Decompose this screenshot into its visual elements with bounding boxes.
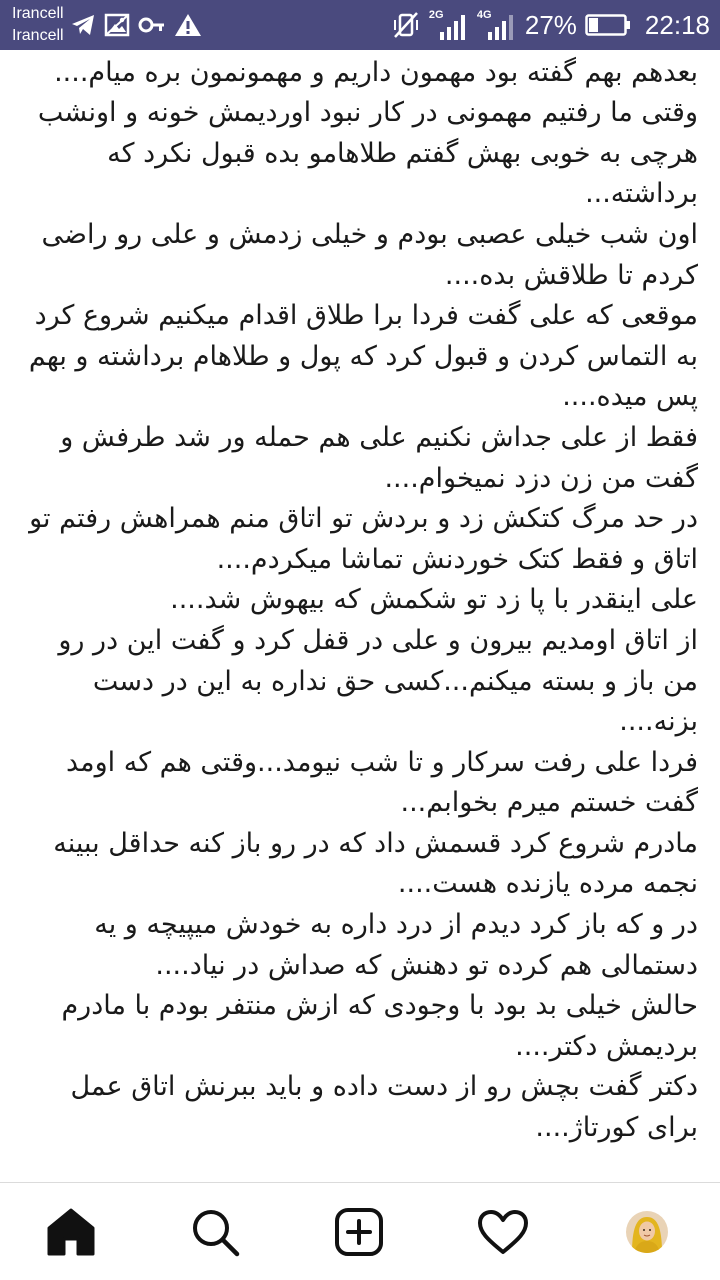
key-icon bbox=[138, 13, 166, 37]
battery-icon bbox=[585, 13, 631, 37]
caption-paragraph: مادرم شروع کرد قسمش داد که در رو باز کنه حداقل ببینه نجمه مرده یازنده هست.... bbox=[44, 827, 698, 900]
carrier-2-label: Irancell bbox=[12, 27, 64, 44]
caption-paragraph: دکتر گفت بچش رو از دست داده و باید ببرنش اتاق عمل برای کورتاژ.... bbox=[61, 1071, 698, 1144]
caption-paragraph: در حد مرگ کتکش زد و بردش تو اتاق منم همراهش رفتم تو اتاق و فقط کتک خوردنش تماشا میکردم.... bbox=[20, 503, 698, 575]
caption-paragraph: حالش خیلی بد بود با وجودی که ازش منتفر بودم با مادرم بردیمش دکتر.... bbox=[52, 990, 698, 1062]
search-button[interactable] bbox=[188, 1205, 242, 1259]
activity-button[interactable] bbox=[476, 1205, 530, 1259]
caption-paragraph: وقتی ما رفتیم مهمونی در کار نبود اوردیمش خونه و اونشب هرچی به خوبی بهش گفتم طلاهامو بده قبول نکرد که برداشته... bbox=[29, 97, 698, 210]
post-caption bbox=[22, 50, 698, 1149]
caption-paragraph: علی اینقدر با پا زد تو شکمش که بیهوش شد.... bbox=[170, 584, 698, 616]
add-post-icon bbox=[334, 1207, 384, 1257]
warning-icon bbox=[174, 13, 202, 37]
caption-paragraph: بعدهم بهم گفته بود مهمون داریم و مهمونمون بره میام.... bbox=[54, 56, 698, 88]
battery-fill bbox=[589, 18, 598, 32]
heart-icon bbox=[477, 1209, 529, 1255]
status-bar bbox=[0, 0, 720, 50]
network-1-label: 2G bbox=[428, 9, 444, 21]
search-icon bbox=[190, 1207, 240, 1257]
home-icon bbox=[46, 1208, 96, 1256]
notification-icons bbox=[70, 11, 202, 39]
new-post-button[interactable] bbox=[332, 1205, 386, 1259]
image-icon bbox=[104, 13, 130, 37]
vibrate-off-icon bbox=[391, 10, 421, 40]
home-button[interactable] bbox=[44, 1205, 98, 1259]
caption-paragraph: در و که باز کرد دیدم از درد داره به خودش میپیچه و یه دستمالی هم کرده تو دهنش که صداش در نیاد.... bbox=[85, 909, 698, 981]
telegram-icon bbox=[70, 13, 96, 37]
carrier-names bbox=[12, 3, 64, 47]
profile-button[interactable] bbox=[620, 1205, 674, 1259]
caption-paragraph: فقط از علی جداش نکنیم علی هم حمله ور شد طرفش و گفت من زن دزد نمیخوام.... bbox=[51, 421, 698, 494]
bottom-navigation bbox=[0, 1182, 720, 1280]
network-2-label: 4G bbox=[476, 9, 492, 21]
caption-paragraph: موقعی که علی گفت فردا برا طلاق اقدام میکنیم شروع کرد به التماس کردن و قبول کرد که پول و طلاهام برداشته و بهم پس میده.... bbox=[20, 300, 698, 413]
post-caption-area[interactable] bbox=[0, 50, 720, 1182]
clock: 22:18 bbox=[644, 10, 710, 40]
caption-paragraph: اون شب خیلی عصبی بودم و خیلی زدمش و علی رو راضی کردم تا طلاقش بده.... bbox=[32, 218, 698, 291]
caption-paragraph: فردا علی رفت سرکار و تا شب نیومد...وقتی هم که اومد گفت خستم میرم بخوابم... bbox=[57, 746, 698, 819]
battery-percent: 27% bbox=[524, 10, 577, 40]
system-icons bbox=[391, 6, 710, 44]
signal-2g-icon bbox=[429, 10, 469, 40]
carrier-1-label: Irancell bbox=[12, 5, 64, 22]
caption-paragraph: از اتاق اومدیم بیرون و علی در قفل کرد و گفت این در رو من باز و بسته میکنم...کسی حق نداره به این در دست بزنه.... bbox=[49, 624, 698, 738]
signal-4g-icon bbox=[477, 10, 517, 40]
profile-avatar bbox=[626, 1211, 668, 1253]
